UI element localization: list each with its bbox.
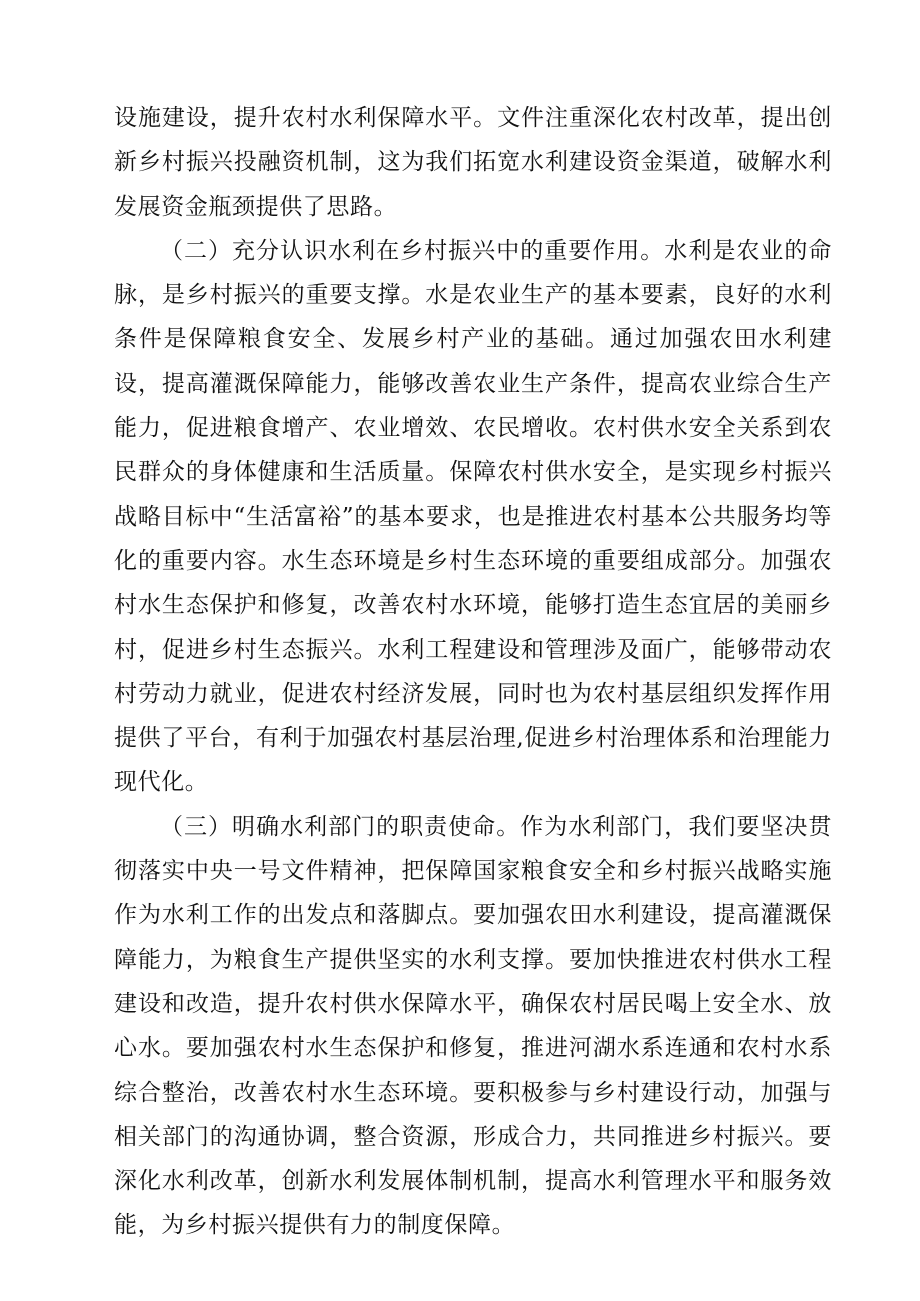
paragraph-section-three: （三）明确水利部门的职责使命。作为水利部门，我们要坚决贯彻落实中央一号文件精神，把保障国家粮食安全和乡村振兴战略实施作为水利工作的出发点和落脚点。要加强农田水利建设，提高灌溉保障能力，为粮食生产提供坚实的水利支撑。要加快推进农村供水工程建设和改造，提升农村供水保障水平，确保农村居民喝上安全水、放心水。要加强农村水生态保护和修复，推进河湖水系连通和农村水系综合整治，改善农村水生态环境。要积极参与乡村建设行动，加强与相关部门的沟通协调，整合资源，形成合力，共同推进乡村振兴。要深化水利改革，创新水利发展体制机制，提高水利管理水平和服务效能，为乡村振兴提供有力的制度保障。 bbox=[114, 813, 832, 1239]
paragraph-continuation: 设施建设，提升农村水利保障水平。文件注重深化农村改革，提出创新乡村振兴投融资机制，这为我们拓宽水利建设资金渠道，破解水利发展资金瓶颈提供了思路。 bbox=[114, 105, 832, 220]
document-page bbox=[114, 96, 832, 1248]
paragraph-section-two: （二）充分认识水利在乡村振兴中的重要作用。水利是农业的命脉，是乡村振兴的重要支撑。水是农业生产的基本要素，良好的水利条件是保障粮食安全、发展乡村产业的基础。通过加强农田水利建设，提高灌溉保障能力，能够改善农业生产条件，提高农业综合生产能力，促进粮食增产、农业增效、农民增收。农村供水安全关系到农民群众的身体健康和生活质量。保障农村供水安全，是实现乡村振兴战略目标中“生活富裕”的基本要求，也是推进农村基本公共服务均等化的重要内容。水生态环境是乡村生态环境的重要组成部分。加强农村水生态保护和修复，改善农村水环境，能够打造生态宜居的美丽乡村，促进乡村生态振兴。水利工程建设和管理涉及面广，能够带动农村劳动力就业，促进农村经济发展，同时也为农村基层组织发挥作用提供了平台，有利于加强农村基层治理,促进乡村治理体系和治理能力现代化。 bbox=[114, 237, 832, 796]
